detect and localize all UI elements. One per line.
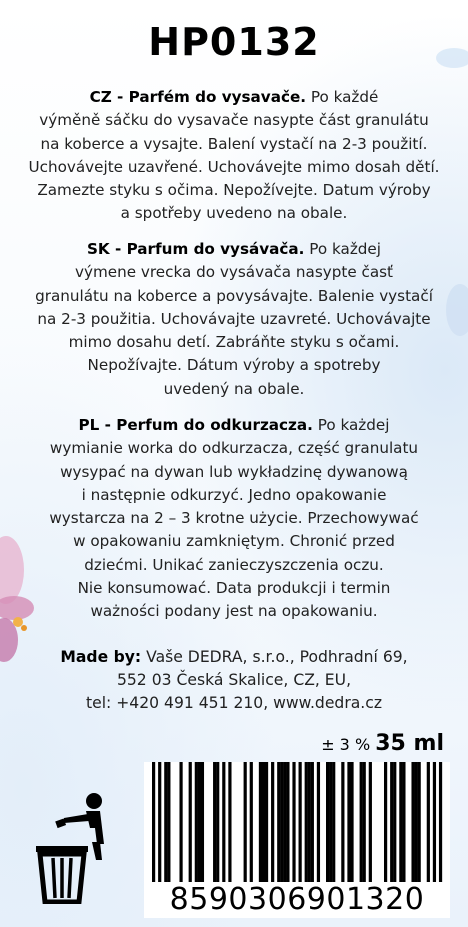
barcode-bar	[332, 762, 335, 884]
sk-line: Po každej	[309, 240, 381, 258]
barcode-bar	[317, 762, 320, 884]
barcode-bar	[222, 762, 225, 884]
sk-line: výmene vrecka do vysávača nasypte časť	[74, 263, 394, 282]
barcode-number: 8590306901320	[144, 882, 450, 918]
barcode-bar	[277, 762, 280, 884]
barcode-bar	[262, 762, 265, 884]
barcode-bar	[418, 762, 421, 884]
manufacturer-line: 552 03 Česká Skalice, CZ, EU,	[116, 671, 352, 690]
barcode-bar	[415, 762, 418, 884]
pl-line: ważności podany jest na opakowaniu.	[90, 602, 378, 621]
manufacturer-line: Vaše DEDRA, s.r.o., Podhradní 69,	[146, 648, 408, 666]
volume-amount: 35 ml	[375, 731, 444, 756]
barcode-bar	[341, 762, 344, 884]
sk-line: na 2-3 použitia. Uchovávajte uzavreté. Uchovávajte	[37, 309, 431, 328]
barcode-bar	[360, 762, 363, 884]
pl-instructions	[20, 414, 448, 624]
cz-line: Zamezte styku s očima. Nepožívejte. Datum výroby	[37, 181, 431, 200]
barcode-bar	[195, 762, 198, 884]
barcode-bar	[329, 762, 332, 884]
barcode-bar	[347, 762, 350, 884]
barcode-bar	[384, 762, 387, 884]
sk-line: Nepožívajte. Dátum výroby a spotreby	[87, 356, 381, 375]
barcode-bar	[305, 762, 308, 884]
barcode-bar	[271, 762, 274, 884]
barcode-bar	[283, 762, 286, 884]
barcode-bar	[228, 762, 231, 884]
barcode-bar	[189, 762, 192, 884]
cz-line: Po každé	[310, 88, 379, 106]
volume-info	[321, 731, 444, 756]
barcode-bar	[411, 762, 414, 884]
pl-line: w opakowaniu zamkniętym. Chronić przed	[73, 532, 395, 551]
barcode-bar	[201, 762, 204, 884]
barcode-bar	[216, 762, 219, 884]
cz-heading: CZ - Parfém do vysavače.	[89, 88, 307, 106]
trash-disposal-icon	[34, 792, 116, 904]
barcode-bar	[308, 762, 311, 884]
barcode-bar	[244, 762, 247, 884]
barcode-bar	[390, 762, 393, 884]
barcode-bar	[369, 762, 372, 884]
barcode	[144, 762, 450, 918]
cz-instructions	[20, 86, 448, 226]
product-code: HP0132	[148, 20, 320, 64]
barcode-bar	[280, 762, 283, 884]
sk-line: granulátu na koberce a povysávajte. Balenie vystačí	[35, 286, 433, 305]
barcode-bar	[363, 762, 366, 884]
pl-line: i następnie odkurzyć. Jedno opakowanie	[81, 485, 387, 504]
cz-line: výměně sáčku do vysavače nasypte část granulátu	[39, 111, 429, 130]
pl-line: Nie konsumować. Data produkcji i termin	[77, 579, 391, 598]
pl-heading: PL - Perfum do odkurzacza.	[78, 416, 313, 434]
barcode-bar	[167, 762, 170, 884]
cz-line: Uchovávejte uzavřené. Uchovávejte mimo dosah dětí.	[28, 157, 440, 176]
barcode-bar	[311, 762, 314, 884]
barcode-bar	[250, 762, 253, 884]
sk-line: mimo dosahu detí. Zabráňte styku s očami.	[68, 333, 400, 352]
cz-line: a spotřeby uvedeno na obale.	[120, 204, 348, 223]
sk-instructions	[20, 238, 448, 401]
barcode-bar	[198, 762, 201, 884]
barcode-bar	[393, 762, 396, 884]
barcode-bar	[350, 762, 353, 884]
pl-line: wysypać na dywan lub wykładzinę dywanową	[60, 462, 408, 481]
barcode-bar	[286, 762, 289, 884]
barcode-bar	[265, 762, 268, 884]
pl-line: dziećmi. Unikać zanieczyszczenia oczu.	[84, 555, 384, 574]
barcode-bar	[179, 762, 182, 884]
barcode-bar	[164, 762, 167, 884]
cz-line: na koberce a vysajte. Balení vystačí na 2-3 použití.	[40, 134, 428, 153]
barcode-bar	[259, 762, 262, 884]
barcode-bar	[326, 762, 329, 884]
barcode-bar	[213, 762, 216, 884]
manufacturer-line: tel: +420 491 451 210, www.dedra.cz	[85, 694, 382, 713]
volume-tolerance: ± 3 %	[321, 735, 371, 754]
barcode-bar	[399, 762, 402, 884]
pl-line: wymianie worka do odkurzacza, część granulatu	[49, 439, 419, 458]
sk-heading: SK - Parfum do vysávača.	[86, 240, 305, 258]
barcode-bar	[427, 762, 430, 884]
manufacturer-info	[20, 646, 448, 716]
pl-line: Po każdej	[317, 416, 390, 434]
made-by-label: Made by:	[60, 648, 142, 666]
pl-line: wystarcza na 2 – 3 krotne użycie. Przechowywać	[49, 509, 419, 528]
barcode-bar	[402, 762, 405, 884]
sk-line: uvedený na obale.	[163, 379, 305, 398]
